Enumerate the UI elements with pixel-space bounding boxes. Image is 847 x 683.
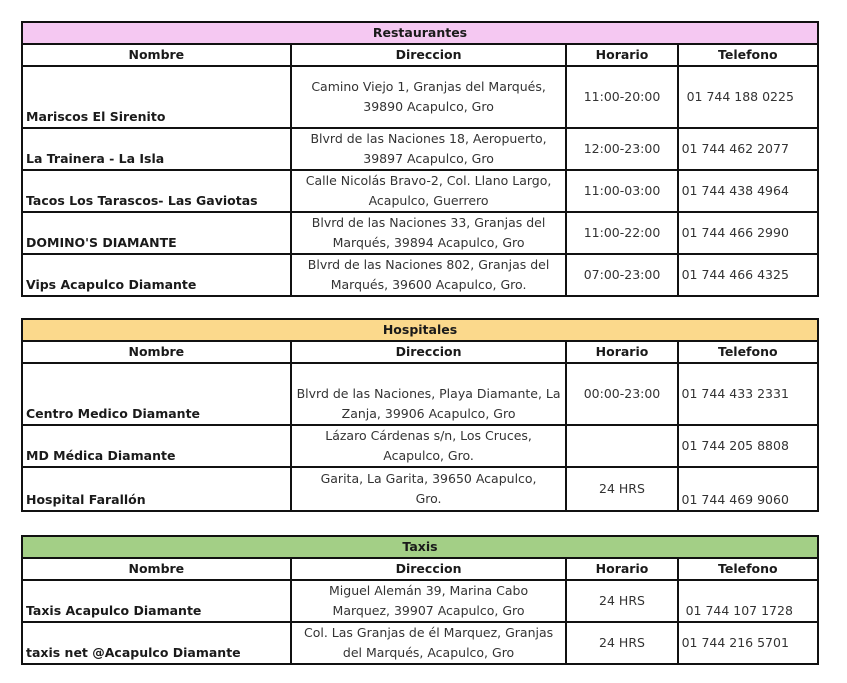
table-row — [22, 128, 818, 170]
header-direccion: Direccion — [291, 341, 567, 363]
row-horario: 00:00-23:00 — [566, 363, 677, 425]
row-nombre: taxis net @Acapulco Diamante — [22, 622, 291, 664]
row-telefono: 01 744 433 2331 — [678, 363, 818, 425]
row-horario: 11:00-03:00 — [566, 170, 677, 212]
table-row — [22, 212, 818, 254]
row-telefono: 01 744 462 2077 — [678, 128, 818, 170]
row-direccion: Blvrd de las Naciones 18, Aeropuerto, 39897 Acapulco, Gro — [291, 128, 567, 170]
row-direccion: Blvrd de las Naciones 802, Granjas del Marqués, 39600 Acapulco, Gro. — [291, 254, 567, 296]
row-nombre: Taxis Acapulco Diamante — [22, 580, 291, 622]
table-row — [22, 580, 818, 622]
row-nombre: Mariscos El Sirenito — [22, 66, 291, 128]
row-horario: 11:00-22:00 — [566, 212, 677, 254]
header-nombre: Nombre — [22, 44, 291, 66]
row-horario — [566, 425, 677, 467]
row-direccion: Lázaro Cárdenas s/n, Los Cruces, Acapulco, Gro. — [291, 425, 567, 467]
row-telefono: 01 744 205 8808 — [678, 425, 818, 467]
row-telefono: 01 744 188 0225 — [678, 66, 818, 128]
row-telefono: 01 744 466 4325 — [678, 254, 818, 296]
hospitales-header-row — [22, 341, 818, 363]
header-horario: Horario — [566, 558, 677, 580]
restaurantes-title: Restaurantes — [22, 22, 818, 44]
taxis-header-row — [22, 558, 818, 580]
row-nombre: DOMINO'S DIAMANTE — [22, 212, 291, 254]
row-horario: 24 HRS — [566, 580, 677, 622]
row-nombre: Tacos Los Tarascos- Las Gaviotas — [22, 170, 291, 212]
row-direccion: Calle Nicolás Bravo-2, Col. Llano Largo, Acapulco, Guerrero — [291, 170, 567, 212]
row-telefono: 01 744 438 4964 — [678, 170, 818, 212]
row-direccion: Miguel Alemán 39, Marina Cabo Marquez, 39907 Acapulco, Gro — [291, 580, 567, 622]
taxis-table — [21, 535, 819, 665]
table-row — [22, 170, 818, 212]
taxis-title: Taxis — [22, 536, 818, 558]
table-row — [22, 622, 818, 664]
header-nombre: Nombre — [22, 341, 291, 363]
row-direccion: Blvrd de las Naciones, Playa Diamante, La Zanja, 39906 Acapulco, Gro — [291, 363, 567, 425]
hospitales-table — [21, 318, 819, 512]
row-direccion: Garita, La Garita, 39650 Acapulco, Gro. — [291, 467, 567, 511]
table-row — [22, 66, 818, 128]
header-direccion: Direccion — [291, 558, 567, 580]
row-nombre: Vips Acapulco Diamante — [22, 254, 291, 296]
row-telefono: 01 744 469 9060 — [678, 467, 818, 511]
hospitales-title: Hospitales — [22, 319, 818, 341]
row-horario: 07:00-23:00 — [566, 254, 677, 296]
row-telefono: 01 744 466 2990 — [678, 212, 818, 254]
row-telefono: 01 744 107 1728 — [678, 580, 818, 622]
header-horario: Horario — [566, 44, 677, 66]
row-nombre: La Trainera - La Isla — [22, 128, 291, 170]
row-nombre: MD Médica Diamante — [22, 425, 291, 467]
row-horario: 11:00-20:00 — [566, 66, 677, 128]
row-nombre: Centro Medico Diamante — [22, 363, 291, 425]
header-nombre: Nombre — [22, 558, 291, 580]
header-horario: Horario — [566, 341, 677, 363]
row-horario: 24 HRS — [566, 467, 677, 511]
header-direccion: Direccion — [291, 44, 567, 66]
restaurantes-table — [21, 21, 819, 297]
row-nombre: Hospital Farallón — [22, 467, 291, 511]
table-row — [22, 254, 818, 296]
restaurantes-header-row — [22, 44, 818, 66]
row-horario: 12:00-23:00 — [566, 128, 677, 170]
row-direccion: Blvrd de las Naciones 33, Granjas del Marqués, 39894 Acapulco, Gro — [291, 212, 567, 254]
table-row — [22, 425, 818, 467]
row-telefono: 01 744 216 5701 — [678, 622, 818, 664]
header-telefono: Telefono — [678, 341, 818, 363]
header-telefono: Telefono — [678, 558, 818, 580]
row-direccion: Camino Viejo 1, Granjas del Marqués, 39890 Acapulco, Gro — [291, 66, 567, 128]
row-horario: 24 HRS — [566, 622, 677, 664]
header-telefono: Telefono — [678, 44, 818, 66]
table-row — [22, 363, 818, 425]
row-direccion: Col. Las Granjas de él Marquez, Granjas del Marqués, Acapulco, Gro — [291, 622, 567, 664]
table-row — [22, 467, 818, 511]
